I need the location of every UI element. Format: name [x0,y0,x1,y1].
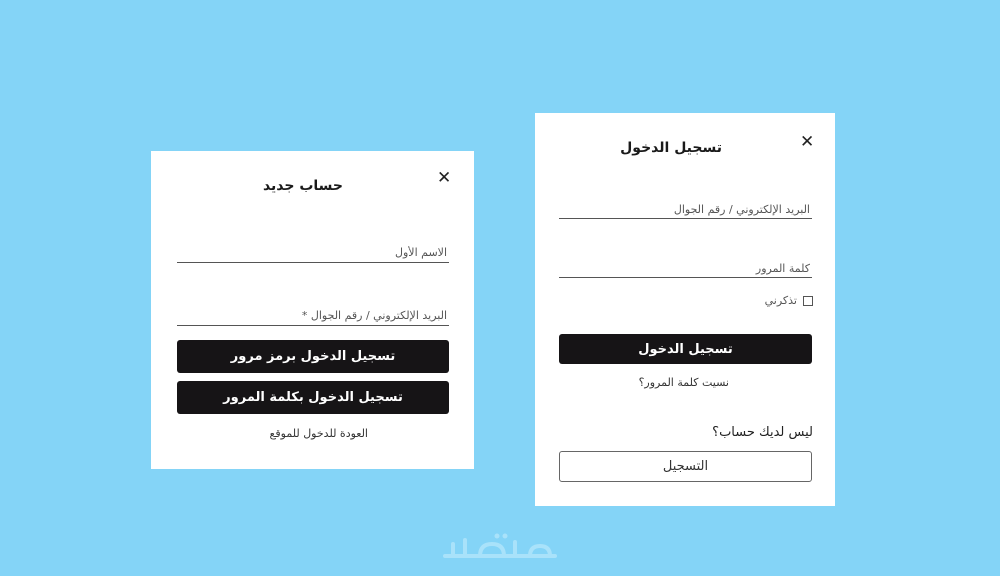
back-to-login-link[interactable]: العودة للدخول للموقع [269,427,368,440]
first-name-input[interactable] [173,246,449,265]
remember-checkbox[interactable] [803,296,813,306]
mostaql-logo [435,528,565,568]
login-password-button[interactable]: تسجيل الدخول بكلمة المرور [177,381,449,414]
login-dialog [535,113,835,506]
close-icon[interactable]: ✕ [800,132,815,152]
signup-title: حساب جديد [262,178,343,194]
remember-label: تذكرني [764,294,797,307]
remember-me[interactable] [765,294,813,307]
email-phone-field[interactable] [559,198,812,219]
logo-mark-icon [435,528,565,568]
password-field[interactable] [559,257,812,278]
no-account-text: ليس لديك حساب؟ [712,425,813,440]
close-icon[interactable]: ✕ [437,168,452,188]
password-input[interactable] [555,262,812,281]
login-button[interactable]: تسجيل الدخول [559,334,812,364]
login-otp-button[interactable]: تسجيل الدخول برمز مرور [177,340,449,373]
email-phone-input[interactable] [555,203,812,222]
login-title: تسجيل الدخول [620,140,722,156]
email-phone-field[interactable] [177,304,449,326]
first-name-field[interactable] [177,241,449,263]
signup-dialog [151,151,474,469]
register-button[interactable]: التسجيل [559,451,812,482]
email-phone-input[interactable] [173,309,449,328]
forgot-password-link[interactable]: نسيت كلمة المرور؟ [638,376,729,389]
